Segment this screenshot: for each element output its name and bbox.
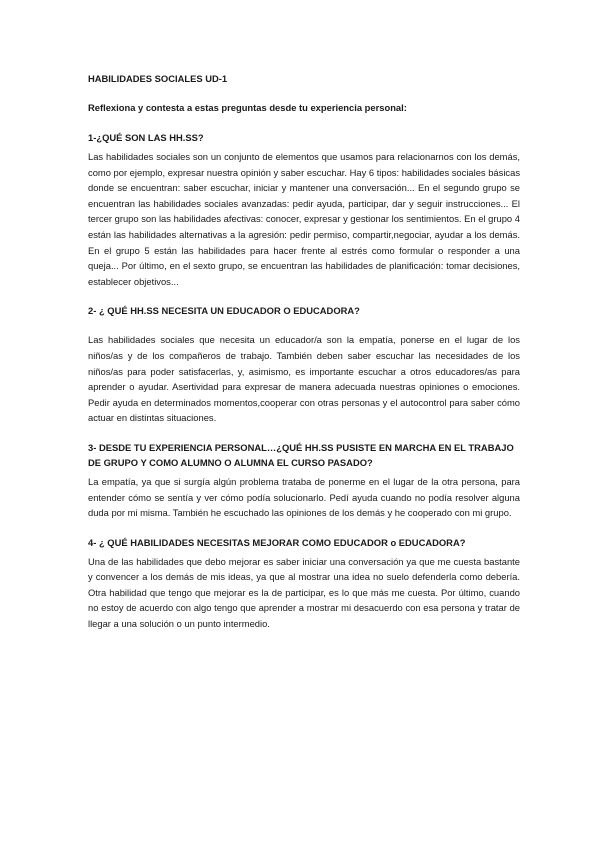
section-answer: Las habilidades sociales que necesita un educador/a son la empatía, ponerse en el lugar de los niños/as y de los compañeros de trabajo. También deben saber escuchar las necesidades de los niños/as para poder satisfacerlas, y, asimismo, es importante escuchar a otros educadores/as para aprender o ayudar. Asertividad para expresar de manera adecuada nuestras opiniones o emociones. Pedir ayuda en determinados momentos,cooperar con otras personas y el autocontrol para saber cómo actuar en distintas situaciones. (88, 334, 520, 424)
section-question: 2- ¿ QUÉ HH.SS NECESITA UN EDUCADOR O EDUCADORA? (88, 305, 360, 317)
section-answer: La empatía, ya que si surgía algún problema trataba de ponerme en el lugar de la otra persona, para entender cómo se sentía y ver cómo podía solucionarlo. Pedí ayuda cuando no podía resolver alguna duda por mi misma. También he escuchado las opiniones de los demás y he cooperado con mi grupo. (88, 475, 520, 519)
spacer (88, 322, 520, 332)
section-question: 1-¿QUÉ SON LAS HH.SS? (88, 132, 204, 143)
section-answer: Una de las habilidades que debo mejorar es saber iniciar una conversación ya que me cuesta bastante y convencer a los demás de mis ideas, ya que al mostrar una idea no suelo defenderla como debería. Otra habilidad que tengo que mejorar es la de participar, es lo que más me cuesta. Por último, cuando no estoy de acuerdo con algo tengo que aprender a mostrar mi desacuerdo con esa persona y tratar de llegar a una solución o un punto intermedio. (88, 555, 520, 630)
section-question: 3- DESDE TU EXPERIENCIA PERSONAL…¿QUÉ HH.SS PUSISTE EN MARCHA EN EL TRABAJO DE GRUPO Y COMO ALUMNO O ALUMNA EL CURSO PASADO? (88, 441, 514, 468)
section-4 (88, 535, 520, 632)
section-1 (88, 130, 520, 289)
section-answer: Las habilidades sociales son un conjunto de elementos que usamos para relacionarnos con los demás, como por ejemplo, expresar nuestra opinión y saber escuchar. Hay 6 tipos: habilidades sociales básicas donde se encuentran: saber escuchar, iniciar y mantener una conversación... En el segundo grupo se encuentran las habilidades sociales avanzadas: pedir ayuda, participar, dar y seguir instrucciones... El tercer grupo son las habilidades afectivas: conocer, expresar y gestionar los sentimientos. En el grupo 4 están las habilidades alternativas a la agresión: pedir permiso, compartir,negociar, ayudar a los demás. En el grupo 5 están las habilidades para hacer frente al estrés como formular o responder a una queja... Por último, en el sexto grupo, se encuentran las habilidades de planificación: tomar decisiones, establecer objetivos... (88, 151, 521, 287)
section-3 (88, 440, 520, 521)
document-intro: Reflexiona y contesta a estas preguntas desde tu experiencia personal: (88, 102, 407, 113)
document-page (88, 72, 520, 646)
section-2 (88, 303, 520, 426)
section-question: 4- ¿ QUÉ HABILIDADES NECESITAS MEJORAR COMO EDUCADOR o EDUCADORA? (88, 536, 466, 548)
document-title: HABILIDADES SOCIALES UD-1 (88, 73, 228, 84)
